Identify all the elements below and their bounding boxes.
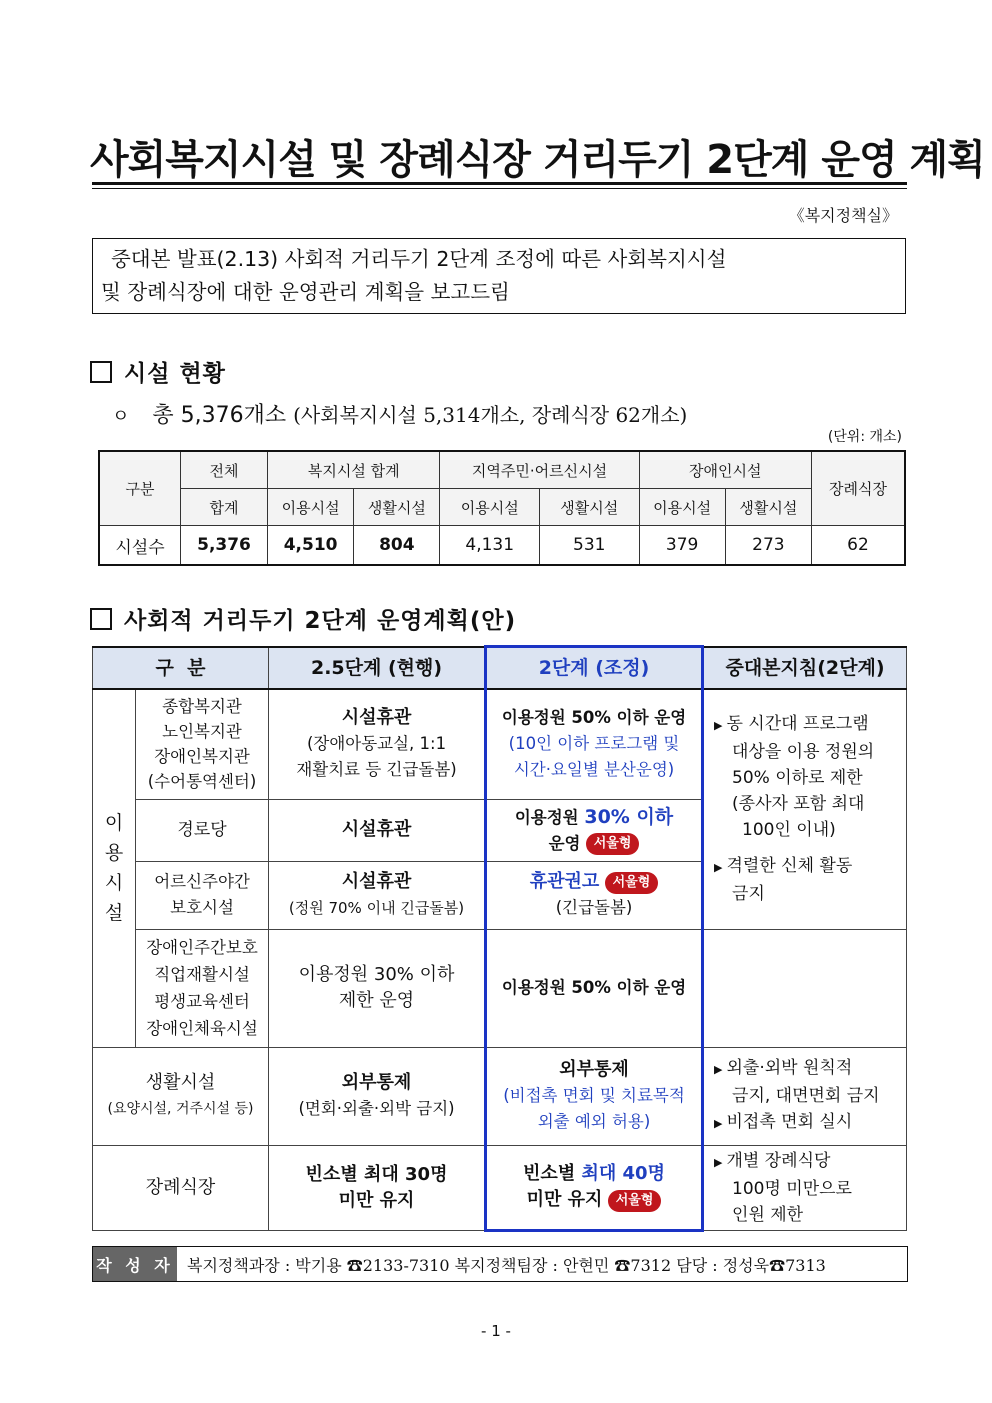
seoul-type-badge: 서울형 bbox=[586, 833, 640, 855]
use-label-char: 시 bbox=[104, 872, 124, 895]
current-funeral bbox=[269, 1145, 486, 1230]
checkbox-square-icon bbox=[90, 361, 112, 383]
facility-name: 장애인주간보호 bbox=[146, 938, 258, 957]
author-contacts: 복지정책과장 : 박기용 ☎2133-7310 복지정책팀장 : 안현민 ☎7312 담당 : 정성욱☎7313 bbox=[187, 1255, 826, 1275]
section-heading-text: 사회적 거리두기 2단계 운영계획(안) bbox=[124, 608, 517, 634]
row-label: 시설수 bbox=[99, 526, 181, 566]
guideline-text: 개별 장례식당 bbox=[726, 1150, 831, 1171]
facility-disabled-day bbox=[136, 929, 269, 1047]
header-use: 이용시설 bbox=[639, 489, 725, 526]
adjusted-funeral bbox=[486, 1145, 703, 1230]
guideline-text: 50% 이하로 제한 bbox=[732, 768, 863, 789]
guideline-text: 비접촉 면회 실시 bbox=[726, 1112, 853, 1132]
triangle-bullet-icon: ▶ bbox=[714, 1155, 723, 1169]
current-status: 시설휴관 bbox=[341, 871, 412, 892]
current-status: 이용정원 30% 이하 bbox=[298, 964, 455, 985]
cell-community-use: 4,131 bbox=[440, 526, 540, 566]
facility-status-table bbox=[98, 450, 906, 566]
current-note: (정원 70% 이내 긴급돌봄) bbox=[288, 899, 465, 917]
header-living: 생활시설 bbox=[539, 489, 639, 526]
current-status: 미만 유지 bbox=[338, 1189, 415, 1211]
facility-name: 노인복지관 bbox=[162, 722, 242, 742]
facility-name: 생활시설 bbox=[145, 1072, 216, 1093]
total-line bbox=[112, 398, 687, 429]
facility-senior-daycare bbox=[136, 861, 269, 929]
current-status: 외부통제 bbox=[341, 1072, 412, 1093]
guideline-use-facilities bbox=[703, 689, 907, 929]
facility-name: 어르신주야간 bbox=[154, 872, 250, 891]
header-use: 이용시설 bbox=[440, 489, 540, 526]
adjusted-status: 운영 bbox=[548, 833, 581, 853]
title-rule bbox=[92, 182, 907, 185]
guideline-text: 100명 미만으로 bbox=[732, 1178, 852, 1199]
header-category: 구 분 bbox=[93, 647, 269, 690]
current-note: (장애아동교실, 1:1 bbox=[306, 734, 447, 754]
facility-name: 직업재활시설 bbox=[154, 965, 250, 984]
header-total: 전체 bbox=[181, 451, 268, 489]
facility-name: 평생교육센터 bbox=[154, 992, 250, 1011]
cell-total: 5,376 bbox=[181, 526, 268, 566]
current-living bbox=[269, 1047, 486, 1145]
guideline-text: 금지 bbox=[732, 884, 765, 905]
guideline-text: 동 시간대 프로그램 bbox=[726, 714, 869, 735]
triangle-bullet-icon: ▶ bbox=[714, 861, 723, 875]
adjusted-note: 시간·요일별 분산운영) bbox=[513, 760, 675, 780]
current-note: (면회·외출·외박 금지) bbox=[298, 1099, 455, 1118]
header-living: 생활시설 bbox=[725, 489, 811, 526]
facility-note: (요양시설, 거주시설 등) bbox=[107, 1101, 254, 1117]
section-heading-plan bbox=[90, 602, 516, 635]
header-community: 지역주민·어르신시설 bbox=[440, 451, 639, 489]
adjusted-status: 빈소별 bbox=[523, 1163, 582, 1184]
current-note: 재활치료 등 긴급돌봄) bbox=[296, 760, 457, 780]
guideline-empty bbox=[703, 929, 907, 1047]
triangle-bullet-icon: ▶ bbox=[714, 1063, 723, 1076]
total-count: 총 5,376개소 bbox=[152, 403, 287, 428]
adjusted-welfare-centers bbox=[486, 689, 703, 799]
adjusted-status: 외부통제 bbox=[559, 1059, 629, 1080]
current-welfare-centers bbox=[269, 689, 486, 799]
cell-disabled-use: 379 bbox=[639, 526, 725, 566]
cell-welfare-living: 804 bbox=[354, 526, 440, 566]
facility-name: 장애인복지관 bbox=[154, 747, 250, 767]
author-footer bbox=[92, 1246, 908, 1282]
adjusted-note: (긴급돌봄) bbox=[555, 898, 633, 917]
adjusted-note: (10인 이하 프로그램 및 bbox=[508, 734, 680, 754]
header-current-stage: 2.5단계 (현행) bbox=[269, 647, 486, 690]
section-heading-text: 시설 현황 bbox=[124, 361, 226, 387]
guideline-text: 100인 이내) bbox=[742, 820, 836, 841]
adjusted-living bbox=[486, 1047, 703, 1145]
header-disabled: 장애인시설 bbox=[639, 451, 811, 489]
current-disabled-day bbox=[269, 929, 486, 1047]
bullet-icon: ㅇ bbox=[112, 406, 130, 427]
header-guideline: 중대본지침(2단계) bbox=[703, 647, 907, 690]
facility-name: 종합복지관 bbox=[162, 697, 242, 717]
unit-label: (단위: 개소) bbox=[827, 429, 902, 445]
adjusted-note: 외출 예외 허용) bbox=[537, 1112, 651, 1131]
author-label: 작 성 자 bbox=[93, 1247, 177, 1281]
facility-welfare-centers bbox=[136, 689, 269, 799]
header-living: 생활시설 bbox=[354, 489, 440, 526]
current-status: 제한 운영 bbox=[338, 990, 415, 1011]
current-senior-center: 시설휴관 bbox=[269, 799, 486, 861]
use-label-char: 이 bbox=[104, 812, 124, 835]
facility-name: 보호시설 bbox=[170, 898, 234, 917]
title-rule-thin bbox=[92, 188, 907, 189]
header-funeral: 장례식장 bbox=[812, 451, 906, 526]
current-status: 빈소별 최대 30명 bbox=[305, 1163, 448, 1185]
use-label-char: 용 bbox=[104, 842, 124, 865]
header-welfare-sum: 복지시설 합계 bbox=[268, 451, 440, 489]
adjusted-senior-daycare bbox=[486, 861, 703, 929]
adjusted-status: 이용정원 bbox=[514, 807, 585, 827]
guideline-text: 금지, 대면면회 금지 bbox=[732, 1086, 880, 1106]
adjusted-status: 이용정원 50% 이하 운영 bbox=[501, 708, 687, 728]
guideline-text: 대상을 이용 정원의 bbox=[732, 742, 875, 763]
adjusted-senior-center bbox=[486, 799, 703, 861]
guideline-text: 외출·외박 원칙적 bbox=[726, 1058, 853, 1078]
current-status: 시설휴관 bbox=[341, 707, 412, 729]
facility-living bbox=[93, 1047, 269, 1145]
section-heading-status bbox=[90, 355, 226, 388]
guideline-text: (종사자 포함 최대 bbox=[732, 794, 865, 815]
summary-line-2: 및 장례식장에 대한 운영관리 계획을 보고드림 bbox=[101, 280, 510, 304]
triangle-bullet-icon: ▶ bbox=[714, 719, 723, 733]
facility-name: (수어통역센터) bbox=[147, 772, 257, 792]
department-label: 《복지정책실》 bbox=[788, 206, 898, 225]
cell-welfare-use: 4,510 bbox=[268, 526, 354, 566]
guideline-living bbox=[703, 1047, 907, 1145]
adjusted-note: (비접촉 면회 및 치료목적 bbox=[503, 1086, 685, 1105]
cell-community-living: 531 bbox=[539, 526, 639, 566]
cell-disabled-living: 273 bbox=[725, 526, 811, 566]
adjusted-limit: 30% 이하 bbox=[584, 805, 674, 828]
adjusted-limit: 최대 40명 bbox=[581, 1163, 665, 1184]
summary-box bbox=[92, 238, 906, 314]
summary-line-1: 중대본 발표(2.13) 사회적 거리두기 2단계 조정에 따른 사회복지시설 bbox=[111, 247, 727, 271]
current-senior-daycare bbox=[269, 861, 486, 929]
guideline-funeral bbox=[703, 1145, 907, 1230]
checkbox-square-icon bbox=[90, 608, 112, 630]
page-number: - 1 - bbox=[481, 1322, 511, 1340]
total-breakdown: (사회복지시설 5,314개소, 장례식장 62개소) bbox=[293, 403, 688, 427]
facility-name: 장애인체육시설 bbox=[146, 1019, 258, 1038]
header-gubun: 구분 bbox=[99, 451, 181, 526]
facility-funeral: 장례식장 bbox=[93, 1145, 269, 1230]
header-sum: 합계 bbox=[181, 489, 268, 526]
cell-funeral: 62 bbox=[812, 526, 906, 566]
page-title: 사회복지시설 및 장례식장 거리두기 2단계 운영 계획 bbox=[90, 137, 985, 183]
header-adjusted-stage: 2단계 (조정) bbox=[486, 647, 703, 690]
seoul-type-badge: 서울형 bbox=[608, 1190, 662, 1212]
use-facility-label bbox=[93, 689, 136, 1047]
triangle-bullet-icon: ▶ bbox=[714, 1117, 723, 1130]
seoul-type-badge: 서울형 bbox=[605, 872, 659, 894]
header-use: 이용시설 bbox=[268, 489, 354, 526]
adjusted-status: 휴관권고 bbox=[529, 871, 600, 892]
operation-plan-table bbox=[92, 645, 907, 1232]
guideline-text: 격렬한 신체 활동 bbox=[726, 856, 853, 877]
facility-senior-center: 경로당 bbox=[136, 799, 269, 861]
use-label-char: 설 bbox=[104, 902, 124, 925]
adjusted-disabled-day: 이용정원 50% 이하 운영 bbox=[486, 929, 703, 1047]
adjusted-status: 미만 유지 bbox=[526, 1189, 603, 1210]
guideline-text: 인원 제한 bbox=[732, 1204, 804, 1225]
